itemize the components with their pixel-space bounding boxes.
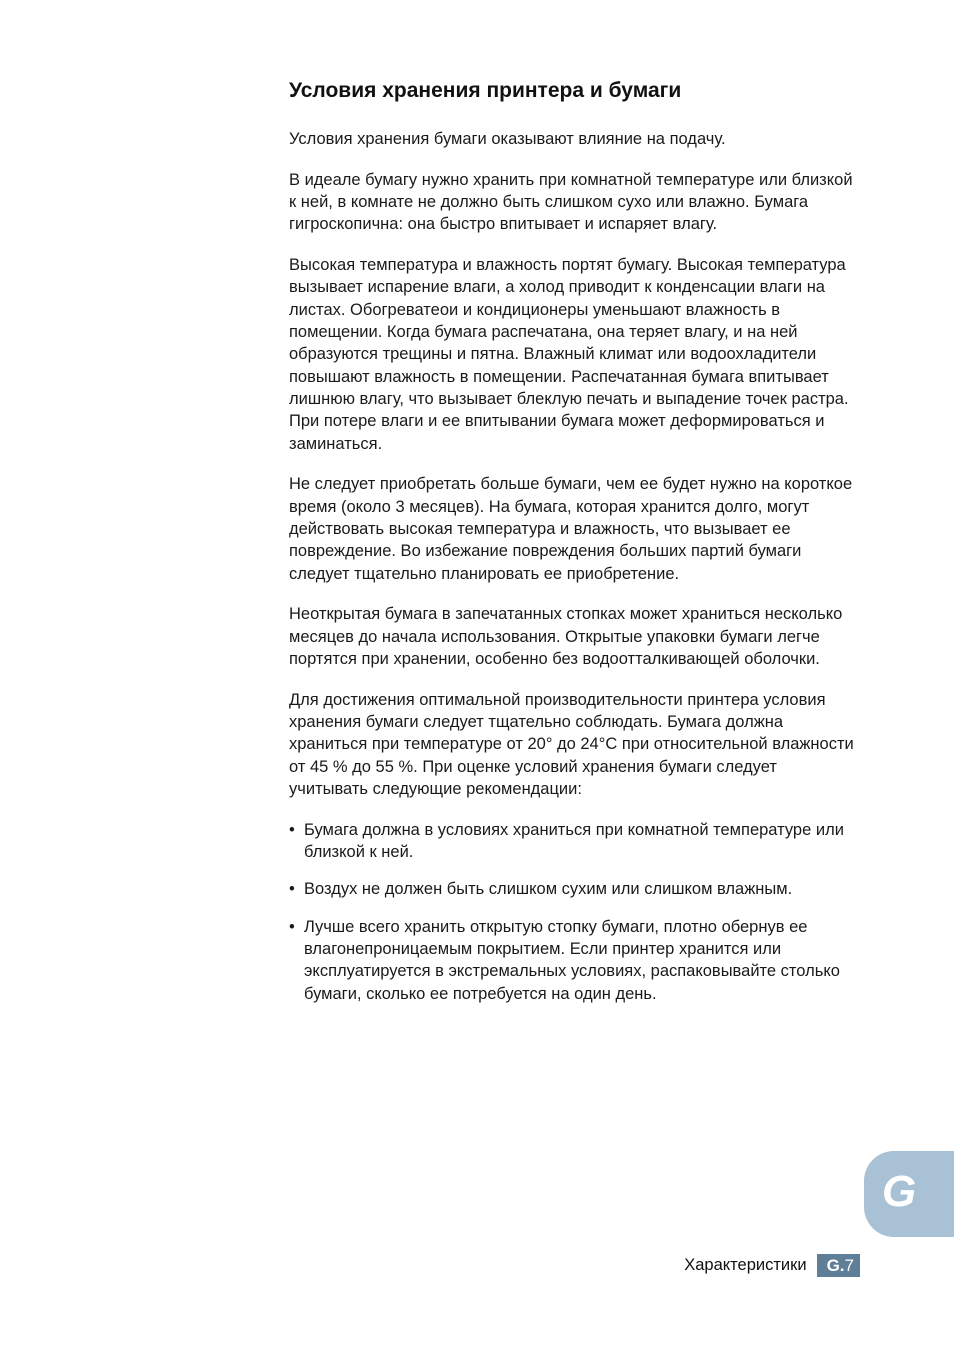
list-item-text: Бумага должна в условиях храниться при комнатной температуре или близкой к ней. (304, 820, 844, 862)
list-item-text: Лучше всего хранить открытую стопку бумаги, плотно обернув ее влагонепроницаемым покрытием. Если принтер хранится или эксплуатируется в экстремальных условиях, распаковывайте столько бумаги, сколько ее потребуется на один день. (304, 917, 840, 1003)
footer-section-label: Характеристики (684, 1256, 807, 1274)
page-number: 7 (844, 1255, 854, 1275)
bullet-icon: • (289, 917, 295, 936)
page-content (289, 78, 859, 1020)
paragraph-5: Неоткрытая бумага в запечатанных стопках может храниться несколько месяцев до начала использования. Открытые упаковки бумаги легче портятся при хранении, особенно без водоотталкивающей оболочки. (289, 605, 843, 668)
page-footer (684, 1254, 860, 1277)
list-item (289, 916, 859, 1005)
paragraph-6: Для достижения оптимальной производительности принтера условия хранения бумаги следует тщательно соблюдать. Бумага должна храниться при температуре от 20° до 24°C при относительной влажности от 45 % до 55 %. При оценке условий хранения бумаги следует учитывать следующие рекомендации: (289, 690, 854, 798)
bullet-icon: • (289, 820, 295, 839)
page-number-badge (817, 1254, 860, 1277)
list-item (289, 878, 859, 900)
section-heading: Условия хранения принтера и бумаги (289, 79, 682, 102)
paragraph-1: Условия хранения бумаги оказывают влияние на подачу. (289, 130, 726, 148)
list-item (289, 819, 859, 864)
bullet-icon: • (289, 880, 295, 899)
chapter-tab (864, 1151, 954, 1237)
paragraph-3: Высокая температура и влажность портят бумагу. Высокая температура вызывает испарение влаги, а холод приводит к конденсации влаги на листах. Обогреватеои и кондиционеры уменьшают влажность в помещении. Когда бумага распечатана, она теряет влагу, и на ней образуются трещины и пятна. Влажный климат или водоохладители повышают влажность в помещении. Распечатанная бумага впитывает лишнюю влагу, что вызывает блеклую печать и выпадение точек растра. При потере влаги и ее впитывании бумага может деформироваться и заминаться. (289, 256, 849, 453)
chapter-tab-letter: G (882, 1167, 917, 1216)
recommendations-list (289, 819, 859, 1005)
paragraph-4: Не следует приобретать больше бумаги, чем ее будет нужно на короткое время (около 3 месяцев). На бумага, которая хранится долго, могут действовать высокая температура и влажность, что вызывает ее повреждение. Во избежание повреждения больших партий бумаги следует тщательно планировать ее приобретение. (289, 475, 853, 583)
page-chapter: G. (826, 1255, 845, 1275)
paragraph-2: В идеале бумагу нужно хранить при комнатной температуре или близкой к ней, в комнате не должно быть слишком сухо или влажно. Бумага гигроскопична: она быстро впитывает и испаряет влагу. (289, 170, 853, 234)
list-item-text: Воздух не должен быть слишком сухим или слишком влажным. (304, 880, 793, 899)
